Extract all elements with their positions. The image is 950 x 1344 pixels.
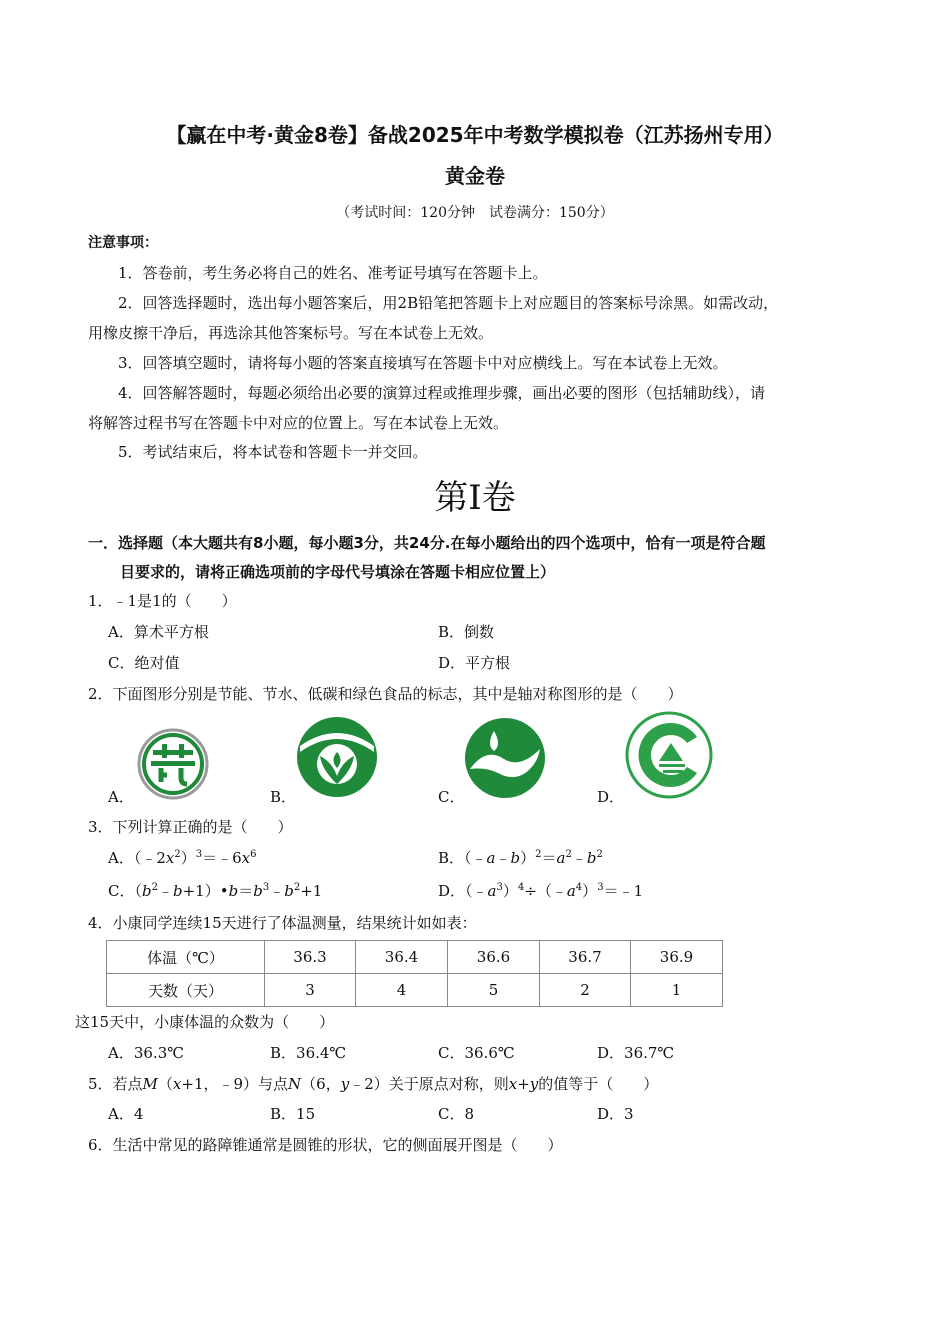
q3-option-b: B．$(﹣a﹣b)^2=a^2﹣b^2$ [438,849,603,867]
q5-option-a: A．4 [108,1105,144,1123]
q1-option-d: D．平方根 [438,654,511,672]
notice-item-2b: 用橡皮擦干净后，再选涂其他答案标号。写在本试卷上无效。 [88,324,494,342]
table-cell: 36.3 [265,941,356,974]
volume-title: 第Ⅰ卷 [434,478,516,518]
notice-item-4a: 4．回答解答题时，每题必须给出必要的演算过程或推理步骤，画出必要的图形（包括辅助线），请 [118,384,766,402]
q3-option-c-label: C． [108,882,135,900]
q1-option-a: A．算术平方根 [108,623,209,641]
water-saving-logo [296,716,378,798]
q2-stem: 2．下面图形分别是节能、节水、低碳和绿色食品的标志，其中是轴对称图形的是（ ） [88,685,683,703]
q5-option-c: C．8 [438,1105,475,1123]
notice-heading: 注意事项： [88,235,158,251]
table-cell: 36.7 [540,941,631,974]
table-row [107,974,723,1007]
q4-after-text: 这15天中，小康体温的众数为（ ） [75,1013,335,1031]
exam-subtitle: 黄金卷 [445,164,505,188]
q2-option-a: A． [108,788,134,806]
q2-option-b: B． [270,788,297,806]
q5-option-d: D．3 [597,1105,634,1123]
q3-option-a-label: A． [108,849,134,867]
table-row [107,941,723,974]
table-cell: 36.6 [448,941,540,974]
q4-stem: 4．小康同学连续15天进行了体温测量，结果统计如如表： [88,914,477,932]
table-header-cell: 体温（℃） [107,941,265,974]
table-cell: 3 [265,974,356,1007]
table-cell: 4 [356,974,448,1007]
table-cell: 5 [448,974,540,1007]
q3-option-d-label: D． [438,882,466,900]
q4-option-d: D．36.7℃ [597,1044,675,1062]
q1-option-c: C．绝对值 [108,654,180,672]
q3-stem: 3．下列计算正确的是（ ） [88,818,293,836]
table-cell: 36.4 [356,941,448,974]
q2-option-d: D． [597,788,625,806]
q6-stem: 6．生活中常见的路障锥通常是圆锥的形状，它的侧面展开图是（ ） [88,1136,563,1154]
section1-line1: 一．选择题（本大题共有8小题，每小题3分，共24分.在每小题给出的四个选项中，恰有一项是符合题 [88,534,766,552]
notice-item-1: 1．答卷前，考生务必将自己的姓名、准考证号填写在答题卡上。 [118,264,548,282]
q5-option-b: B．15 [270,1105,316,1123]
q3-option-a: A．$(﹣2x^2)^3=﹣6x^6$ [108,849,257,867]
temperature-table [106,940,723,1007]
notice-item-3: 3．回答填空题时，请将每小题的答案直接填写在答题卡中对应横线上。写在本试卷上无效。 [118,354,728,372]
table-cell: 2 [540,974,631,1007]
green-food-logo [625,711,713,799]
q1-stem: 1．﹣1是1的（ ） [88,592,237,610]
q4-option-a: A．36.3℃ [108,1044,185,1062]
notice-item-2a: 2．回答选择题时，选出每小题答案后，用2B铅笔把答题卡上对应题目的答案标号涂黑。如需改动， [118,294,779,312]
table-cell: 36.9 [631,941,723,974]
low-carbon-logo [464,717,546,799]
q3-option-c: C．$(b^2﹣b+1)•b=b^3﹣b^2+1$ [108,882,323,900]
q4-option-b: B．36.4℃ [270,1044,347,1062]
q1-option-b: B．倒数 [438,623,495,641]
notice-item-5: 5．考试结束后，将本试卷和答题卡一并交回。 [118,443,428,461]
time-info: （考试时间：120分钟 试卷满分：150分） [336,205,614,221]
q4-option-c: C．36.6℃ [438,1044,515,1062]
exam-title: 【赢在中考·黄金8卷】备战2025年中考数学模拟卷（江苏扬州专用） [166,123,784,147]
notice-item-4b: 将解答过程书写在答题卡中对应的位置上。写在本试卷上无效。 [88,414,509,432]
table-cell: 1 [631,974,723,1007]
energy-saving-logo [137,728,209,800]
q2-option-c: C． [438,788,465,806]
q3-option-d: D．$(﹣a^3)^4\div(﹣a^4)^3=﹣1$ [438,882,644,900]
q3-option-b-label: B． [438,849,465,867]
q5-stem: 5．若点M（x+1，﹣9）与点N（6，y﹣2）关于原点对称，则x+y的值等于（ ） [88,1075,659,1093]
table-header-cell: 天数（天） [107,974,265,1007]
section1-line2: 目要求的，请将正确选项前的字母代号填涂在答题卡相应位置上） [120,563,556,581]
